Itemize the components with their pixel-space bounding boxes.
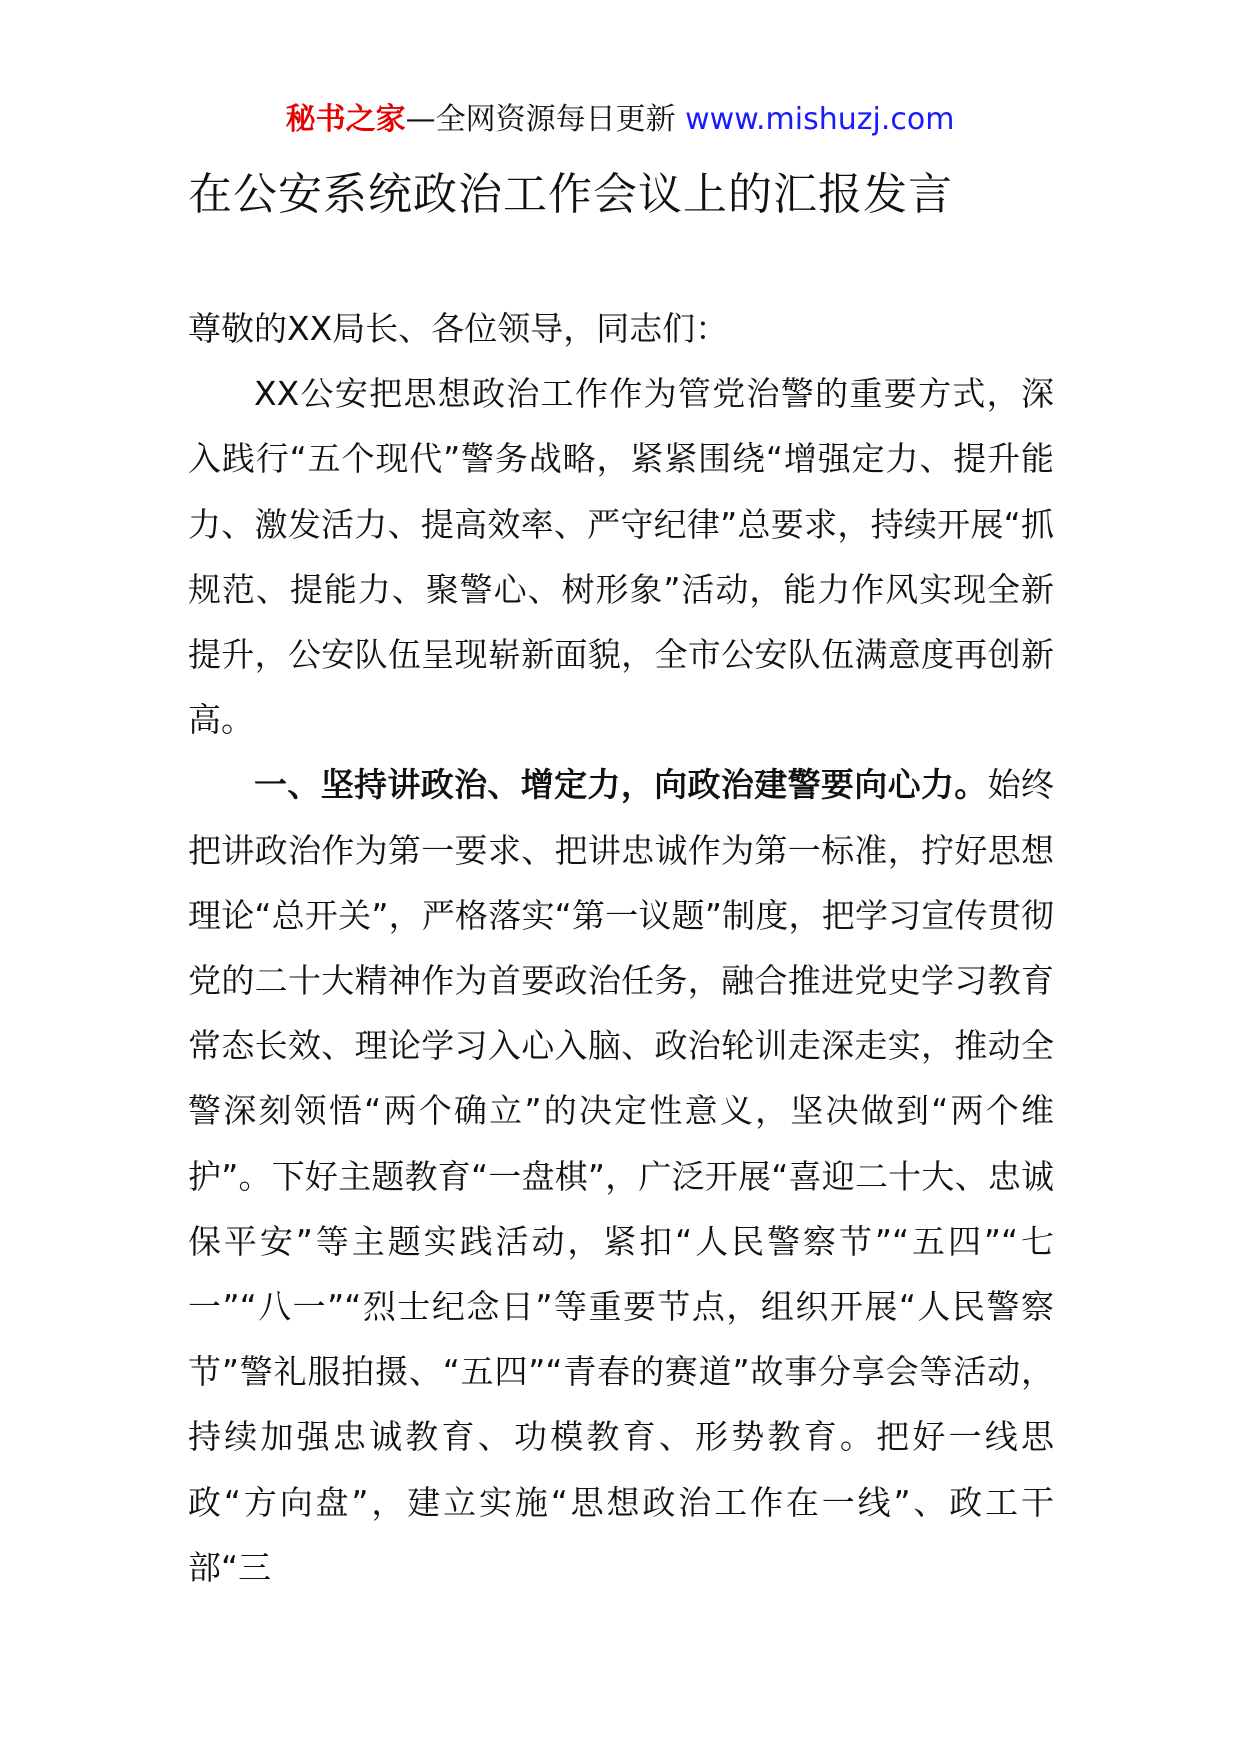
header-tagline: —全网资源每日更新 (405, 102, 686, 137)
section-1-body: 始终把讲政治作为第一要求、把讲忠诚作为第一标准，拧好思想理论“总开关”，严格落实“第一议题”制度，把学习宣传贯彻党的二十大精神作为首要政治任务，融合推进党史学习教育常态长效、理论学习入心入脑、政治轮训走深走实，推动全警深刻领悟“两个确立”的决定性意义，坚决做到“两个维护”。下好主题教育“一盘棋”，广泛开展“喜迎二十大、忠诚保平安”等主题实践活动，紧扣“人民警察节”“五四”“七一”“八一”“烈士纪念日”等重要节点，组织开展“人民警察节”警礼服拍摄、“五四”“青春的赛道”故事分享会等活动，持续加强忠诚教育、功模教育、形势教育。把好一线思政“方向盘”，建立实施“思想政治工作在一线”、政工干部“三 (188, 765, 1055, 1587)
site-url-link[interactable]: www.mishuzj.com (685, 102, 955, 137)
document-body (188, 296, 1054, 1600)
salutation: 尊敬的XX局长、各位领导，同志们： (188, 309, 729, 348)
document-title: 在公安系统政治工作会议上的汇报发言 (188, 169, 953, 220)
intro-paragraph: XX公安把思想政治工作作为管党治警的重要方式，深入践行“五个现代”警务战略，紧紧围绕“增强定力、提升能力、激发活力、提高效率、严守纪律”总要求，持续开展“抓规范、提能力、聚警心、树形象”活动，能力作风实现全新提升，公安队伍呈现崭新面貌，全市公安队伍满意度再创新高。 (188, 374, 1054, 740)
site-header-banner (0, 100, 1240, 140)
brand-name: 秘书之家 (285, 102, 406, 137)
section-1-heading: 一、坚持讲政治、增定力，向政治建警要向心力。 (254, 765, 988, 805)
section-1-paragraph (188, 752, 1054, 1600)
